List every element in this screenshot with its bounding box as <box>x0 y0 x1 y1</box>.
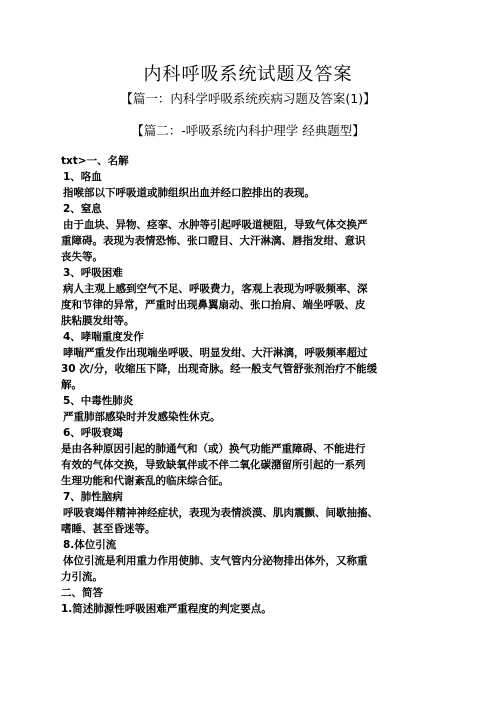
text-line: 由于血块、异物、痉挛、水肿等引起呼吸道梗阻，导致气体交换严 <box>63 219 368 231</box>
text-line: 30 次/分，收缩压下降，出现奇脉。经一般支气管舒张剂治疗不能缓 <box>61 363 378 375</box>
document-body <box>61 153 461 617</box>
section-heading-1: 【篇一：内科学呼吸系统疾病习题及答案(1)】 <box>120 91 376 106</box>
document-title: 内科呼吸系统试题及答案 <box>143 64 353 85</box>
text-line: 7、肺性脑病 <box>63 491 123 503</box>
text-line: 嗜睡、甚至昏迷等。 <box>61 523 156 535</box>
text-line: 8.体位引流 <box>63 539 117 551</box>
text-line: 是由各种原因引起的肺通气和（或）换气功能严重障碍、不能进行 <box>61 443 366 455</box>
text-line: 3、呼吸困难 <box>63 267 123 279</box>
text-line: 二、简答 <box>61 587 103 599</box>
text-line: 体位引流是利用重力作用使肺、支气管内分泌物排出体外，又称重 <box>63 555 368 567</box>
text-line: 2、窒息 <box>63 203 102 215</box>
text-line: 哮喘严重发作出现端坐呼吸、明显发绀、大汗淋漓，呼吸频率超过 <box>63 347 368 359</box>
text-line: 重障碍。表现为表情恐怖、张口瞪目、大汗淋漓、唇指发绀、意识 <box>61 235 366 247</box>
text-line: 解。 <box>61 379 82 391</box>
text-line: 1.简述肺源性呼吸困难严重程度的判定要点。 <box>61 603 272 615</box>
text-line: 肤粘膜发绀等。 <box>61 315 135 327</box>
text-line: 病人主观上感到空气不足、呼吸费力，客观上表现为呼吸频率、深 <box>63 283 368 295</box>
text-line: 度和节律的异常，严重时出现鼻翼扇动、张口抬肩、端坐呼吸、皮 <box>61 299 366 311</box>
section-heading-2: 【篇二：-呼吸系统内科护理学 经典题型】 <box>131 123 365 138</box>
text-line: 6、呼吸衰竭 <box>63 427 123 439</box>
text-line: 力引流。 <box>61 571 103 583</box>
text-line: 丧失等。 <box>61 251 103 263</box>
text-line: 严重肺部感染时并发感染性休克。 <box>63 411 221 423</box>
text-line: txt>一、名解 <box>61 155 129 167</box>
text-line: 生理功能和代谢紊乱的临床综合征。 <box>61 475 229 487</box>
text-line: 1、咯血 <box>63 171 102 183</box>
text-line: 4、哮喘重度发作 <box>63 331 144 343</box>
text-line: 呼吸衰竭伴精神神经症状，表现为表情淡漠、肌肉震颤、间歇抽搐、 <box>63 507 378 519</box>
text-line: 指喉部以下呼吸道或肺组织出血并经口腔排出的表现。 <box>63 187 315 199</box>
text-line: 有效的气体交换，导致缺氧伴或不伴二氧化碳潴留所引起的一系列 <box>61 459 366 471</box>
text-line: 5、中毒性肺炎 <box>63 395 134 407</box>
